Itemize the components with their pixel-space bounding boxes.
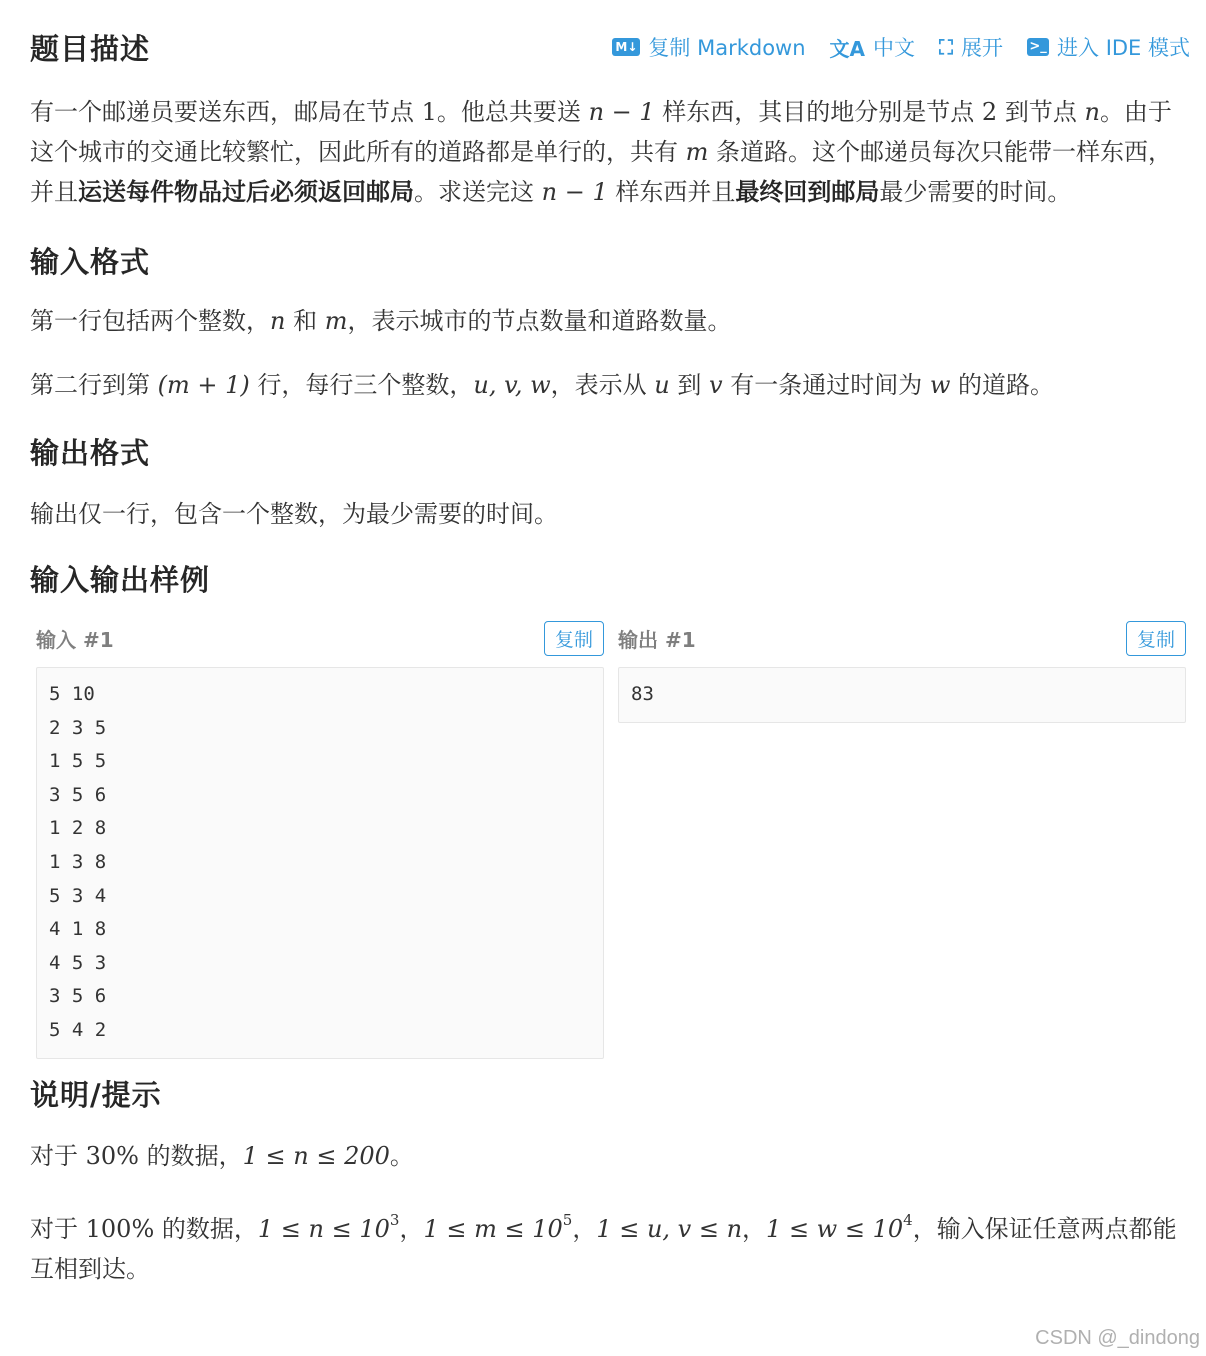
sample-output-header [618,621,1186,655]
sample-output-title: 输出 #1 [618,627,696,652]
code-line: 1 3 8 [49,850,107,873]
sample-input-title: 输入 #1 [36,627,114,652]
terminal-icon: >_ [1027,38,1049,56]
output-format-title: 输出格式 [30,436,151,470]
sample-output-code [618,667,1186,723]
hint-title: 说明/提示 [30,1077,162,1112]
copy-output-button[interactable]: 复制 [1126,621,1186,656]
code-line: 2 3 5 [49,716,107,739]
ide-mode-label: 进入 IDE 模式 [1057,36,1190,60]
ide-mode-button[interactable] [1027,32,1190,62]
toolbar [612,32,1190,62]
language-button[interactable] [830,32,915,62]
header-row [30,18,1190,76]
copy-input-button[interactable]: 复制 [544,621,604,656]
copy-markdown-label: 复制 Markdown [648,36,806,60]
code-line: 5 4 2 [49,1018,107,1041]
input-format-title: 输入格式 [30,245,151,279]
code-line: 3 5 6 [49,985,107,1008]
sample-input [36,621,604,1059]
markdown-icon: M↓ [612,38,640,56]
code-line: 5 10 [49,683,95,705]
language-label: 中文 [873,36,916,60]
problem-description: 有一个邮递员要送东西，邮局在节点 1。他总共要送 n − 1 样东西，其目的地分别是节点 2 到节点 n。由于这个城市的交通比较繁忙，因此所有的道路都是单行的，共有 m 条道路。这个邮递员每次只能带一样东西，并且运送每件物品过后必须返回邮局。求送完这 n − 1 样东西并且最终回到邮局最少需要的时间。 [30,98,1173,206]
expand-icon: ⛶ [939,35,954,59]
problem-page [30,18,1190,1289]
code-line: 83 [631,683,654,705]
watermark: CSDN @_dindong [1035,1327,1200,1349]
code-line: 4 5 3 [49,951,107,974]
input-format-line2: 第二行到第 (m + 1) 行，每行三个整数，u, v, w，表示从 u 到 v 有一条通过时间为 w 的道路。 [30,371,1055,399]
copy-markdown-button[interactable] [612,32,805,62]
sample-output [618,621,1186,1059]
translate-icon: 文A [829,36,866,61]
hint-line1: 对于 30% 的数据，1 ≤ n ≤ 200。 [30,1141,414,1170]
code-line: 5 3 4 [49,884,107,907]
samples-title: 输入输出样例 [30,563,211,597]
code-line: 4 1 8 [49,918,107,941]
code-line: 1 5 5 [49,750,107,773]
sample-input-code [36,667,604,1059]
expand-button[interactable] [939,32,1003,62]
code-line: 1 2 8 [49,817,107,840]
sample-input-header [36,621,604,655]
samples-container [36,621,1190,1059]
page-title: 题目描述 [30,31,151,66]
output-format-text: 输出仅一行，包含一个整数，为最少需要的时间。 [30,500,558,528]
expand-label: 展开 [961,36,1004,60]
hint-line2: 对于 100% 的数据，$1 \le n \le 10^3$，$1 \le m \le 10^5$，1 ≤ u, v ≤ n，$1 \le w \le 10^4$，输入保证任意两点都能互相到达。 [30,1210,1177,1283]
code-line: 3 5 6 [49,783,107,806]
input-format-line1: 第一行包括两个整数，n 和 m，表示城市的节点数量和道路数量。 [30,307,732,335]
